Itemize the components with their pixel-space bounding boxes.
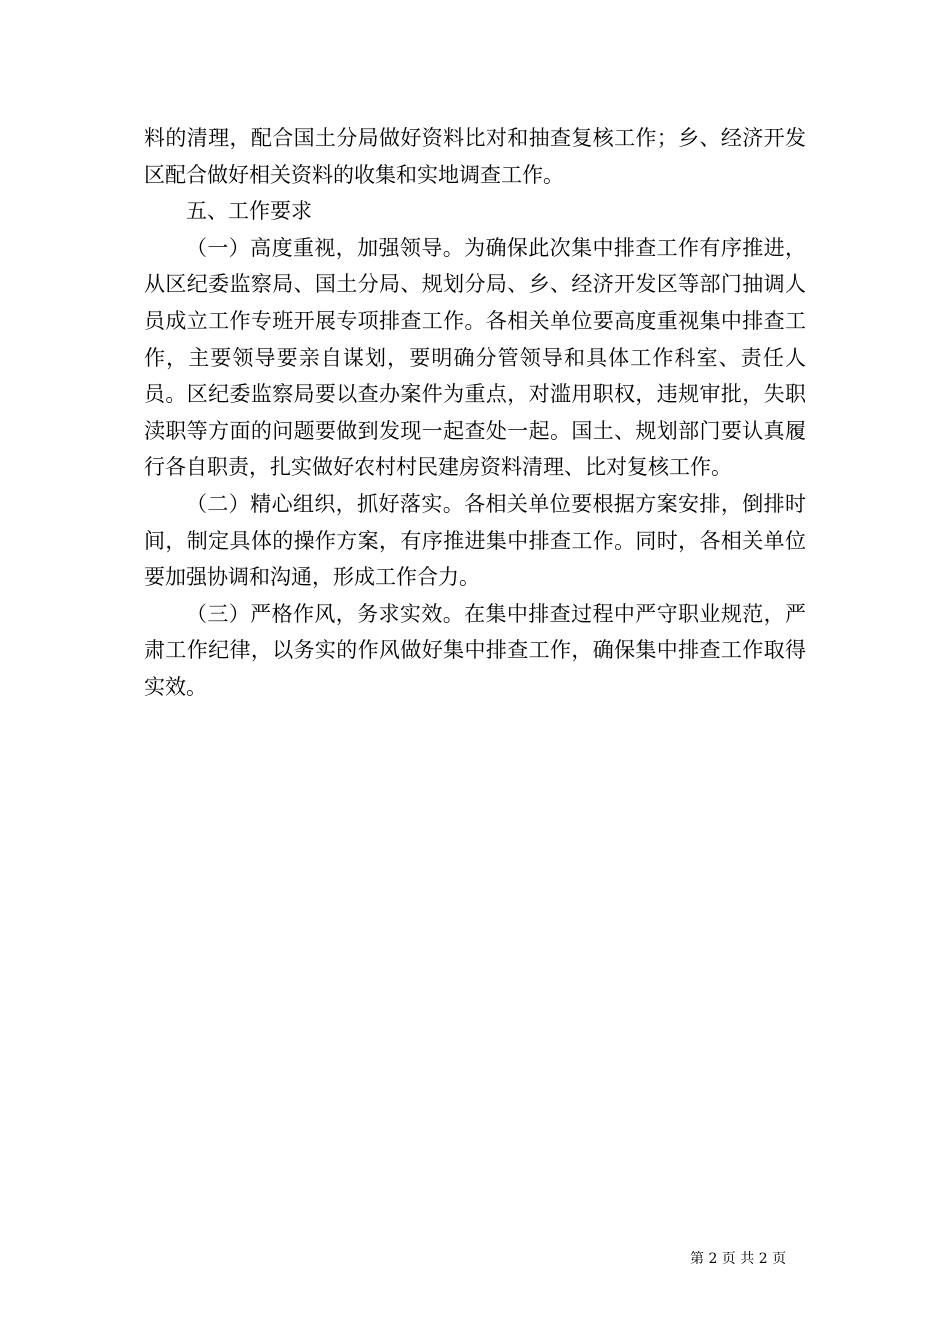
- paragraph-continuation: 料的清理，配合国土分局做好资料比对和抽查复核工作；乡、经济开发区配合做好相关资料的收集和实地调查工作。: [144, 126, 806, 187]
- section-heading: 五、工作要求: [186, 199, 312, 224]
- paragraph-requirement-2: （二）精心组织，抓好落实。各相关单位要根据方案安排，倒排时间，制定具体的操作方案，有序推进集中排查工作。同时，各相关单位要加强协调和沟通，形成工作合力。: [144, 491, 806, 590]
- document-body: [144, 120, 806, 706]
- page-number-footer: 第 2 页 共 2 页: [690, 1251, 787, 1267]
- paragraph-requirement-1: （一）高度重视，加强领导。为确保此次集中排查工作有序推进，从区纪委监察局、国土分局、规划分局、乡、经济开发区等部门抽调人员成立工作专班开展专项排查工作。各相关单位要高度重视集中排查工作，主要领导要亲自谋划，要明确分管领导和具体工作科室、责任人员。区纪委监察局要以查办案件为重点，对滥用职权，违规审批，失职渎职等方面的问题要做到发现一起查处一起。国土、规划部门要认真履行各自职责，扎实做好农村村民建房资料清理、比对复核工作。: [144, 235, 806, 480]
- paragraph-requirement-3: （三）严格作风，务求实效。在集中排查过程中严守职业规范，严肃工作纪律，以务实的作风做好集中排查工作，确保集中排查工作取得实效。: [144, 601, 806, 699]
